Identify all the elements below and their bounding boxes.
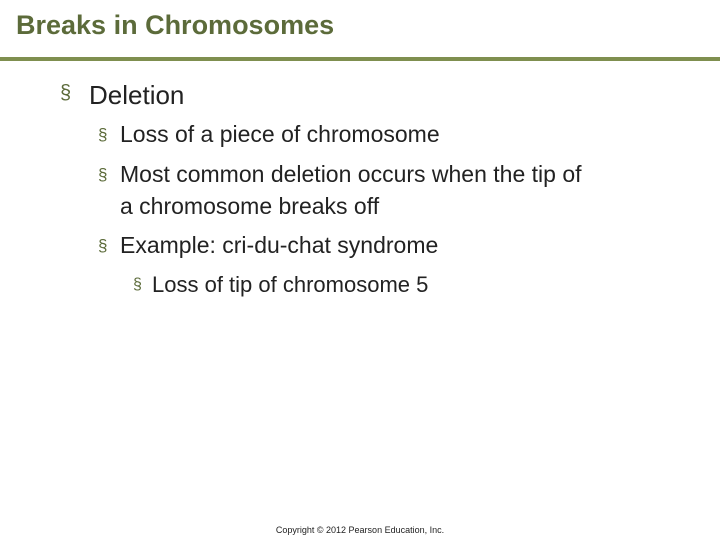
bullet-marker-icon: §	[133, 276, 142, 293]
list-item-most-common-deletion-cont: a chromosome breaks off	[120, 193, 380, 219]
slide-title: Breaks in Chromosomes	[16, 10, 335, 40]
list-item-deletion: Deletion	[89, 80, 185, 110]
list-item-example: Example: cri-du-chat syndrome	[120, 232, 439, 258]
copyright-footer: Copyright © 2012 Pearson Education, Inc.	[275, 525, 445, 535]
bullet-marker-icon: §	[98, 165, 108, 184]
bullet-marker-icon: §	[98, 236, 108, 255]
list-item-loss-of-tip: Loss of tip of chromosome 5	[152, 272, 429, 297]
bullet-marker-icon: §	[98, 125, 108, 144]
list-item-loss-of-piece: Loss of a piece of chromosome	[120, 121, 440, 147]
bullet-marker-icon: §	[60, 82, 72, 104]
list-item-most-common-deletion: Most common deletion occurs when the tip of	[120, 161, 582, 187]
